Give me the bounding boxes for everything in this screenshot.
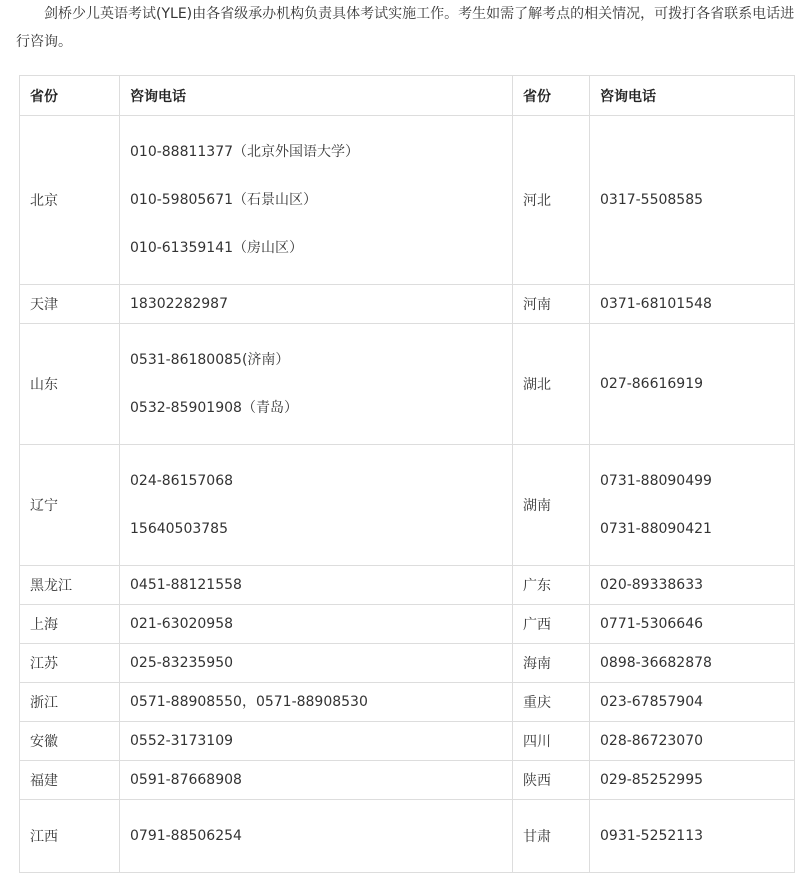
province-cell: 江西	[20, 800, 120, 873]
phone-cell	[120, 800, 513, 873]
province-cell: 山东	[20, 324, 120, 445]
phone-number: 0591-87668908	[130, 772, 242, 788]
phone-cell	[120, 644, 513, 683]
phone-number: 025-83235950	[130, 655, 234, 671]
header-province-right: 省份	[513, 76, 590, 116]
phone-number: 0791-88506254	[130, 828, 242, 844]
phone-number: 029-85252995	[600, 772, 704, 788]
province-cell: 江苏	[20, 644, 120, 683]
province-cell: 安徽	[20, 722, 120, 761]
province-cell: 四川	[513, 722, 590, 761]
province-cell: 辽宁	[20, 445, 120, 566]
phone-cell	[120, 324, 513, 445]
table-row	[20, 566, 795, 605]
header-phone-left: 咨询电话	[120, 76, 513, 116]
phone-number: 0371-68101548	[600, 296, 712, 312]
phone-cell	[120, 285, 513, 324]
phone-number: 027-86616919	[600, 376, 704, 392]
province-cell: 天津	[20, 285, 120, 324]
province-cell: 湖北	[513, 324, 590, 445]
table-row	[20, 116, 795, 285]
phone-number: 0451-88121558	[130, 577, 242, 593]
phone-cell	[120, 605, 513, 644]
province-cell: 广西	[513, 605, 590, 644]
phone-number: 020-89338633	[600, 577, 704, 593]
province-cell: 浙江	[20, 683, 120, 722]
province-cell: 黑龙江	[20, 566, 120, 605]
phone-number: 0531-86180085(济南）	[130, 352, 290, 368]
phone-cell	[590, 800, 795, 873]
province-cell: 北京	[20, 116, 120, 285]
province-cell: 河南	[513, 285, 590, 324]
phone-cell	[590, 644, 795, 683]
phone-cell	[590, 761, 795, 800]
phone-cell	[120, 683, 513, 722]
province-cell: 湖南	[513, 445, 590, 566]
phone-cell	[120, 445, 513, 566]
province-cell: 甘肃	[513, 800, 590, 873]
province-cell: 重庆	[513, 683, 590, 722]
table-row	[20, 445, 795, 566]
header-province-left: 省份	[20, 76, 120, 116]
phone-cell	[590, 116, 795, 285]
phone-number: 0931-5252113	[600, 828, 704, 844]
province-cell: 海南	[513, 644, 590, 683]
phone-cell	[590, 605, 795, 644]
contact-table	[19, 75, 795, 873]
phone-cell	[120, 722, 513, 761]
province-cell: 广东	[513, 566, 590, 605]
phone-cell	[590, 285, 795, 324]
header-phone-right: 咨询电话	[590, 76, 795, 116]
province-cell: 河北	[513, 116, 590, 285]
phone-cell	[120, 566, 513, 605]
table-row	[20, 605, 795, 644]
table-row	[20, 285, 795, 324]
phone-cell	[120, 761, 513, 800]
phone-number: 024-86157068	[130, 473, 234, 489]
table-row	[20, 324, 795, 445]
phone-number: 023-67857904	[600, 694, 704, 710]
phone-number: 010-59805671（石景山区）	[130, 192, 318, 208]
table-header-row	[20, 76, 795, 116]
province-cell: 上海	[20, 605, 120, 644]
phone-cell	[590, 445, 795, 566]
phone-number: 0731-88090421	[600, 521, 712, 537]
phone-number: 028-86723070	[600, 733, 704, 749]
phone-number: 0771-5306646	[600, 616, 704, 632]
province-cell: 陕西	[513, 761, 590, 800]
table-row	[20, 722, 795, 761]
phone-number: 18302282987	[130, 296, 228, 312]
table-row	[20, 683, 795, 722]
phone-number: 021-63020958	[130, 616, 234, 632]
phone-number: 15640503785	[130, 521, 228, 537]
phone-cell	[590, 722, 795, 761]
phone-number: 0552-3173109	[130, 733, 234, 749]
phone-cell	[590, 683, 795, 722]
phone-number: 0571-88908550，0571-88908530	[130, 694, 368, 710]
table-row	[20, 644, 795, 683]
phone-cell	[590, 566, 795, 605]
table-row	[20, 761, 795, 800]
phone-number: 010-61359141（房山区）	[130, 240, 304, 256]
phone-cell	[590, 324, 795, 445]
phone-number: 0317-5508585	[600, 192, 704, 208]
phone-number: 0532-85901908（青岛）	[130, 400, 298, 416]
table-row	[20, 800, 795, 873]
phone-number: 0731-88090499	[600, 473, 712, 489]
phone-number: 010-88811377（北京外国语大学）	[130, 144, 360, 160]
province-cell: 福建	[20, 761, 120, 800]
phone-cell	[120, 116, 513, 285]
phone-number: 0898-36682878	[600, 655, 712, 671]
intro-paragraph: 剑桥少儿英语考试(YLE)由各省级承办机构负责具体考试实施工作。考生如需了解考点的相关情况，可拨打各省联系电话进行咨询。	[16, 6, 795, 50]
